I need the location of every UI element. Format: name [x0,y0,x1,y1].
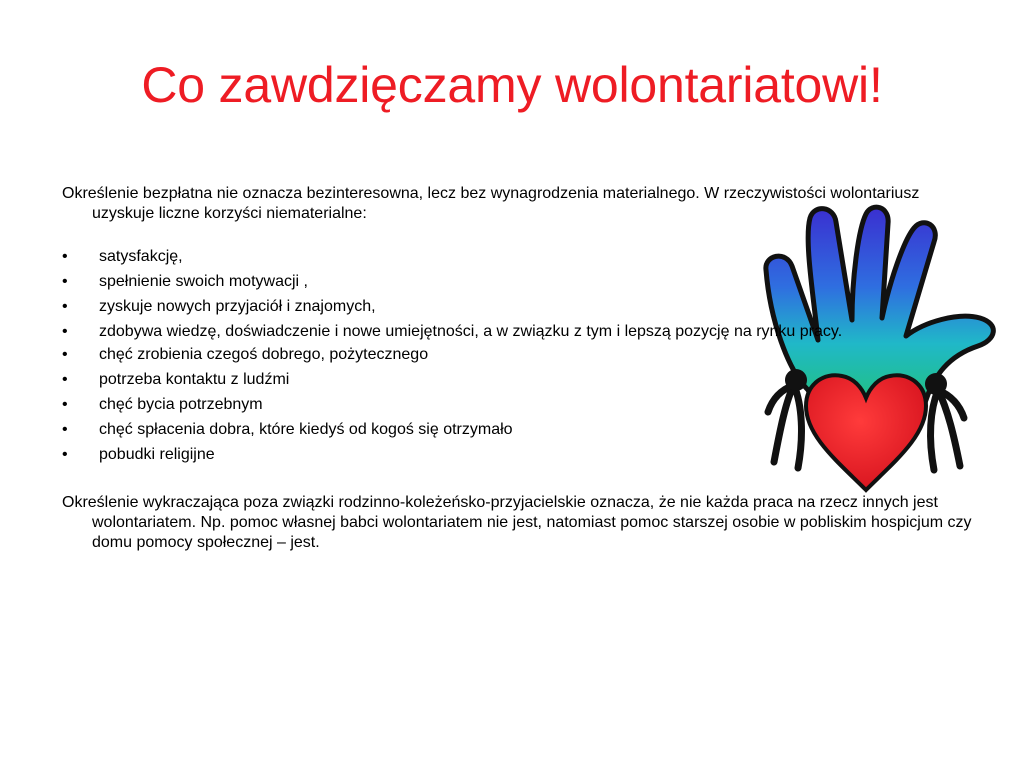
bullet-icon: • [62,346,68,363]
list-item: • chęć spłacenia dobra, które kiedyś od kogoś się otrzymało [62,421,513,438]
list-item: • pobudki religijne [62,446,215,463]
slide-content [62,184,972,553]
bullet-icon: • [62,421,68,438]
bullet-icon: • [62,396,68,413]
list-item: • chęć zrobienia czegoś dobrego, pożytecznego [62,346,429,363]
list-item: • potrzeba kontaktu z ludźmi [62,371,290,388]
list-item: • zdobywa wiedzę, doświadczenie i nowe umiejętności, a w związku z tym i lepszą pozycję na rynku pracy. [62,323,843,340]
list-item: • zyskuje nowych przyjaciół i znajomych, [62,298,376,315]
bullet-icon: • [62,248,68,265]
bullet-icon: • [62,298,68,315]
outro-paragraph: Określenie wykraczająca poza związki rodzinno-koleżeńsko-przyjacielskie oznacza, że nie każda praca na rzecz innych jest wolontariatem. Np. pomoc własnej babci wolontariatem nie jest, natomiast pomoc starszej osobie w pobliskim hospicjum czy domu pomocy społecznej – jest. [62,494,972,551]
intro-paragraph: Określenie bezpłatna nie oznacza bezinteresowna, lecz bez wynagrodzenia materialnego. W rzeczywistości wolontariusz uzyskuje liczne korzyści niematerialne: [62,185,920,222]
benefits-list [62,247,972,465]
list-item: • chęć bycia potrzebnym [62,396,263,413]
bullet-icon: • [62,323,68,340]
bullet-icon: • [62,446,68,463]
list-item: • spełnienie swoich motywacji , [62,273,308,290]
bullet-icon: • [62,273,68,290]
list-item: • satysfakcję, [62,248,183,265]
bullet-icon: • [62,371,68,388]
page-title: Co zawdzięczamy wolontariatowi! [141,57,883,113]
